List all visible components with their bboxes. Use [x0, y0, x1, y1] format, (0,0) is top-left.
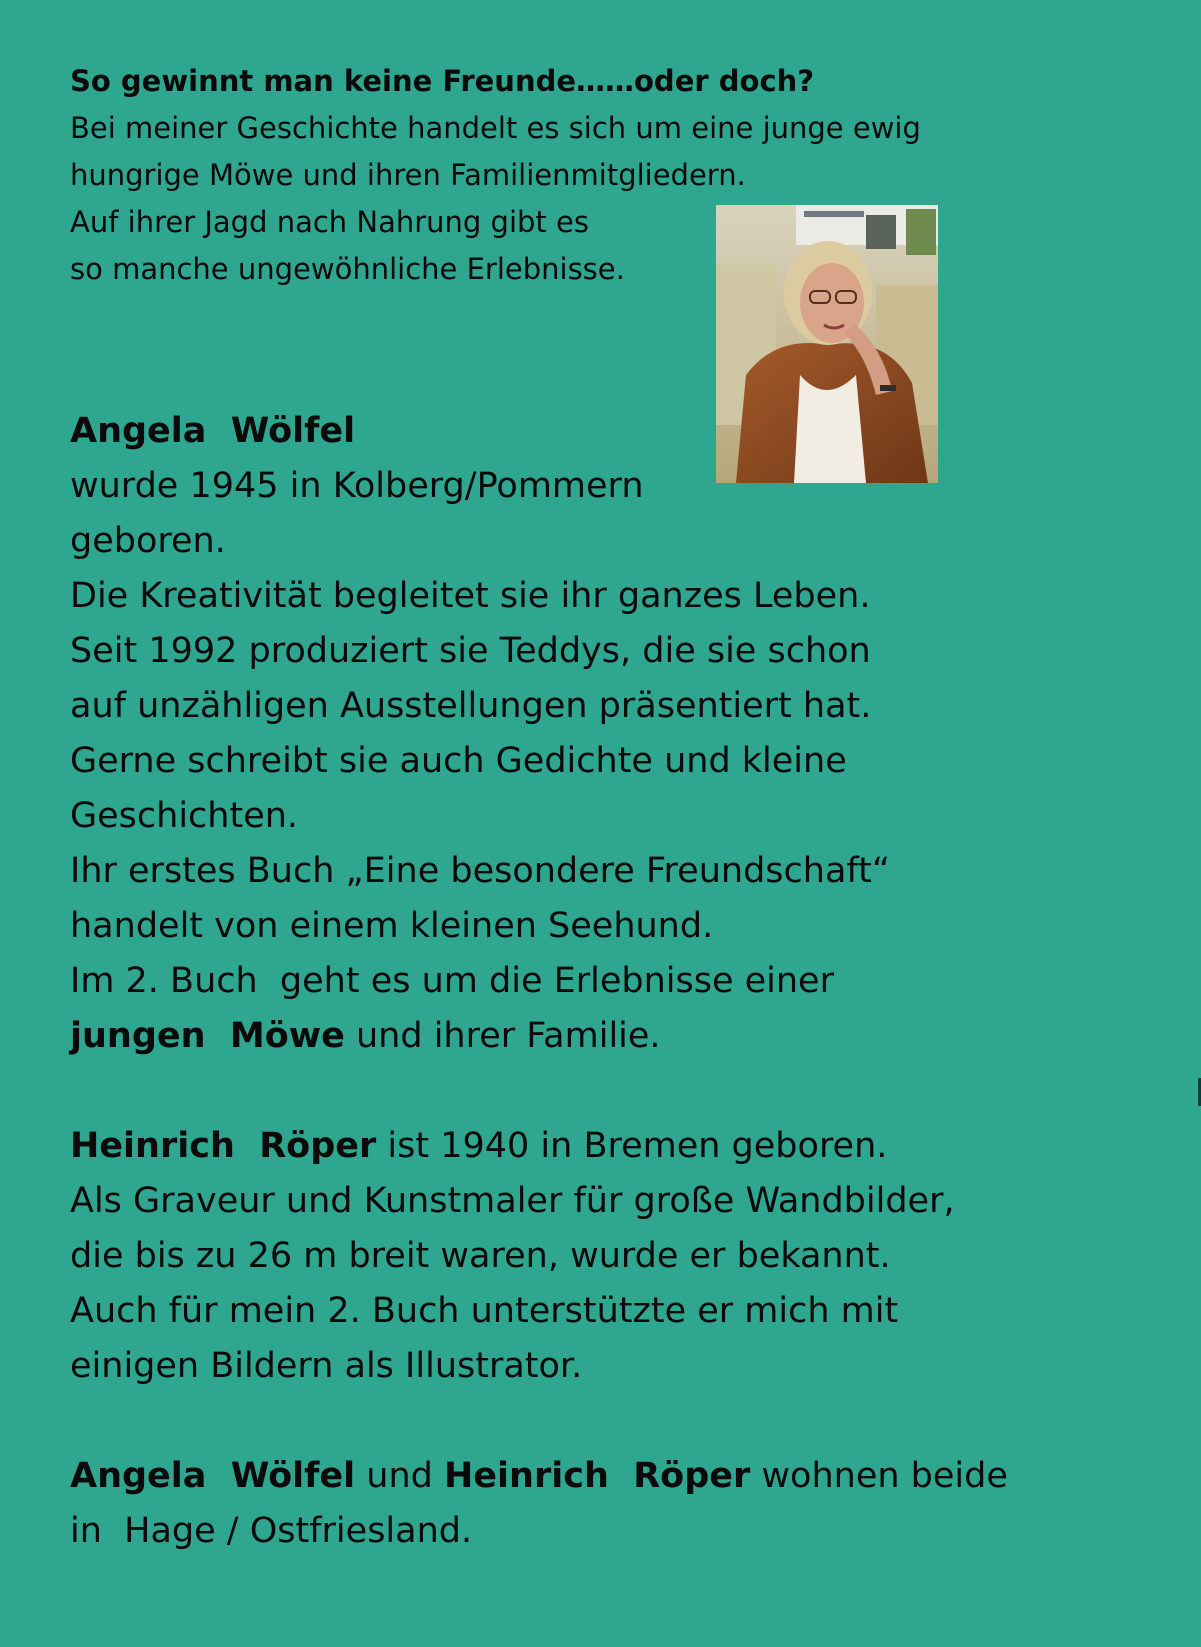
bio-line: handelt von einem kleinen Seehund.: [70, 906, 714, 946]
bio-line: geboren.: [70, 521, 226, 561]
bio-line: Seit 1992 produziert sie Teddys, die sie schon: [70, 631, 871, 671]
bio-section: [70, 404, 1008, 1559]
closing-name-1: Angela Wölfel: [70, 1456, 356, 1496]
illustrator-line: [70, 1119, 1008, 1174]
bio-line-rest: und ihrer Familie.: [344, 1016, 661, 1056]
bio-line: Gerne schreibt sie auch Gedichte und kleine: [70, 741, 847, 781]
bio-line: Auch für mein 2. Buch unterstützte er mich mit: [70, 1291, 899, 1331]
bio-line: die bis zu 26 m breit waren, wurde er bekannt.: [70, 1236, 891, 1276]
bio-line: auf unzähligen Ausstellungen präsentiert hat.: [70, 686, 872, 726]
closing-name-2: Heinrich Röper: [444, 1456, 751, 1496]
intro-line: so manche ungewöhnliche Erlebnisse.: [70, 252, 625, 286]
closing-rest: wohnen beide: [750, 1456, 1008, 1496]
author-name: Angela Wölfel: [70, 411, 356, 451]
bio-line: Ihr erstes Buch „Eine besondere Freundschaft“: [70, 851, 890, 891]
illustrator-name: Heinrich Röper: [70, 1126, 377, 1166]
intro-line: Auf ihrer Jagd nach Nahrung gibt es: [70, 205, 589, 239]
intro-line: hungrige Möwe und ihren Familienmitgliedern.: [70, 158, 746, 192]
closing-line-2: in Hage / Ostfriesland.: [70, 1511, 473, 1551]
bold-phrase: jungen Möwe: [70, 1016, 345, 1056]
bio-line: Die Kreativität begleitet sie ihr ganzes Leben.: [70, 576, 871, 616]
bio-line: Im 2. Buch geht es um die Erlebnisse einer: [70, 961, 834, 1001]
bio-line: einigen Bildern als Illustrator.: [70, 1346, 583, 1386]
bio-line: wurde 1945 in Kolberg/Pommern: [70, 466, 644, 506]
bio-line: [70, 1009, 1008, 1064]
bio-line: Als Graveur und Kunstmaler für große Wandbilder,: [70, 1181, 955, 1221]
closing-line: [70, 1449, 1008, 1504]
illustrator-line-rest: ist 1940 in Bremen geboren.: [376, 1126, 888, 1166]
closing-mid: und: [355, 1456, 444, 1496]
intro-line: Bei meiner Geschichte handelt es sich um eine junge ewig: [70, 111, 921, 145]
intro-title: So gewinnt man keine Freunde……oder doch?: [70, 64, 815, 98]
bio-line: Geschichten.: [70, 796, 299, 836]
